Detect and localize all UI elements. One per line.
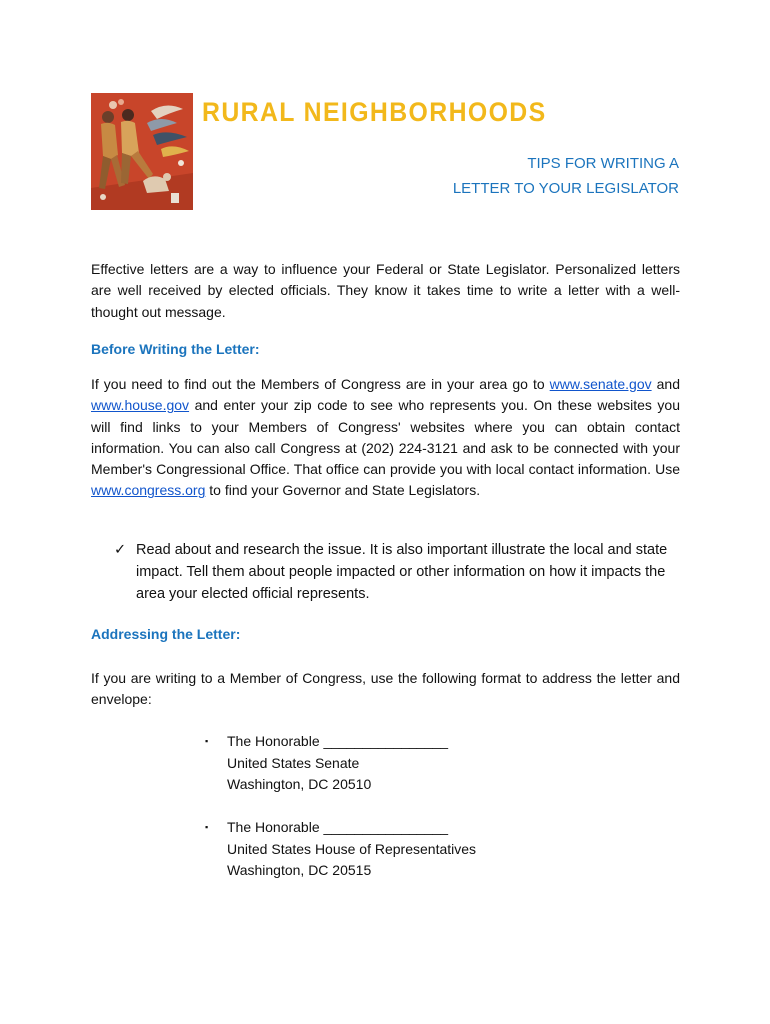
section-heading-before-writing: Before Writing the Letter:	[91, 341, 260, 357]
senate-link[interactable]: www.senate.gov	[549, 376, 652, 392]
checklist-item-text: Read about and research the issue. It is also important illustrate the local and state impact. Tell them about people impacted or other information on how it impacts the area your elected official represents.	[136, 542, 668, 602]
checklist-item	[114, 539, 684, 605]
address-line-1: The Honorable ________________	[227, 733, 449, 749]
address-block-senate	[205, 731, 545, 796]
address-line-1: The Honorable ________________	[227, 819, 449, 835]
address-block-house	[205, 817, 545, 882]
intro-paragraph: Effective letters are a way to influence your Federal or State Legislator. Personalized letters are well received by elected officials. They know it takes time to write a letter with a well-thought out message.	[91, 261, 680, 320]
address-line-2: United States House of Representatives	[227, 840, 477, 857]
before-writing-text-3: and enter your zip code to see who represents you. On these websites you will find links to your Members of Congress' websites where you can obtain contact information. You can also call Congress at (202) 224-3121 and ask to be connected with your Member's Congressional Office. That office can provide you with local contact information. Use	[91, 397, 680, 478]
page-title-line-2: LETTER TO YOUR LEGISLATOR	[452, 180, 679, 197]
before-writing-text-4: to find your Governor and State Legislators.	[205, 482, 481, 499]
page-title	[453, 151, 679, 201]
page-title-line-1: TIPS FOR WRITING A	[527, 155, 679, 172]
bullet-icon: ▪	[205, 736, 209, 746]
address-line-3: Washington, DC 20510	[227, 776, 372, 792]
congress-link[interactable]: www.congress.org	[91, 482, 206, 499]
before-writing-paragraph	[91, 374, 680, 502]
bullet-icon: ▪	[205, 822, 209, 832]
check-icon: ✓	[114, 542, 127, 558]
logo-artwork	[91, 93, 193, 210]
brand-title: RURAL NEIGHBORHOODS	[202, 97, 547, 127]
section-heading-addressing: Addressing the Letter:	[91, 626, 241, 642]
before-writing-text-1: If you need to find out the Members of Congress are in your area go to	[91, 376, 550, 392]
house-link[interactable]: www.house.gov	[91, 397, 190, 414]
addressing-paragraph: If you are writing to a Member of Congress, use the following format to address the letter and envelope:	[91, 670, 680, 708]
address-line-3: Washington, DC 20515	[227, 862, 372, 878]
before-writing-text-2: and	[651, 376, 680, 392]
address-line-2: United States Senate	[227, 754, 360, 771]
